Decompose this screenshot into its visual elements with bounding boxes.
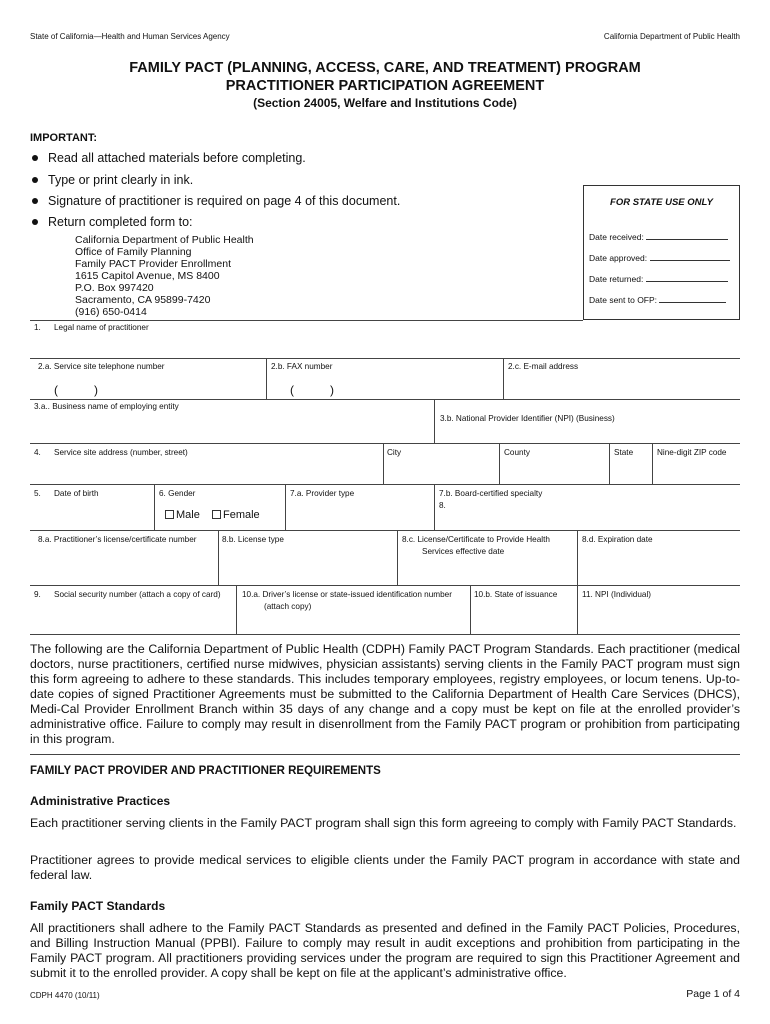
bullet-icon xyxy=(32,198,38,204)
bullet-icon xyxy=(32,219,38,225)
admin-practices-heading: Administrative Practices xyxy=(30,794,171,808)
page-citation: (Section 24005, Welfare and Institutions Code) xyxy=(253,96,517,110)
license-effective-date-field[interactable]: 8.c. License/Certificate to Provide Health xyxy=(402,535,550,544)
zip-field[interactable]: Nine-digit ZIP code xyxy=(657,448,727,457)
state-field[interactable]: State xyxy=(614,448,634,457)
license-effective-date-label-2: Services effective date xyxy=(422,547,505,556)
intro-paragraph: The following are the California Department of Public Health (CDPH) Family PACT Program Standards. Each practitioner (medical doctors, nurse practitioners, certified nurse midwives, physician assistants) serving clients in the Family PACT program must sign this form agreeing to adhere to these standards. This includes temporary employees, registry employees, or locum tenens. Up-to-date copies of signed Practitioner Agreements must be submitted to the California Department of Health Care Services (DHCS), Medi-Cal Provider Enrollment Branch within 35 days of any change and a copy must be kept on file at the enrolled provider’s administrative office. Failure to comply may result in disenrollment from the Family PACT program or prohibition from participating in this program. xyxy=(30,642,740,746)
bullet-item: Return completed form to: xyxy=(32,215,193,229)
ssn-field[interactable]: 9. Social security number (attach a copy of card) xyxy=(34,590,221,599)
return-address: California Department of Public Health Office of Family Planning Family PACT Provider Enrollment 1615 Capitol Avenue, MS 8400 P.O. Box 997420 Sacramento, CA 95899-7420 (916) 650-0414 xyxy=(75,234,254,318)
page-subtitle: PRACTITIONER PARTICIPATION AGREEMENT xyxy=(225,78,545,94)
gender-female-option[interactable]: Female xyxy=(212,509,260,521)
npi-business-field[interactable]: 3.b. National Provider Identifier (NPI) (Business) xyxy=(440,414,615,423)
city-field[interactable]: City xyxy=(387,448,402,457)
checkbox-icon[interactable] xyxy=(165,510,174,519)
form-id: CDPH 4470 (10/11) xyxy=(30,991,100,1000)
requirements-heading: FAMILY PACT PROVIDER AND PRACTITIONER REQUIREMENTS xyxy=(30,765,381,777)
state-use-box xyxy=(583,185,740,320)
date-returned-field[interactable]: Date returned: xyxy=(589,274,728,284)
license-number-field[interactable]: 8.a. Practitioner’s license/certificate number xyxy=(38,535,197,544)
bullet-item: Read all attached materials before completing. xyxy=(32,151,306,165)
standards-heading: Family PACT Standards xyxy=(30,899,166,913)
bullet-item: Type or print clearly in ink. xyxy=(32,173,193,187)
important-label: IMPORTANT: xyxy=(30,132,98,144)
page-title: FAMILY PACT (PLANNING, ACCESS, CARE, AND TREATMENT) PROGRAM xyxy=(129,60,641,76)
fax-parens: ( ) xyxy=(290,383,334,397)
agency-left: State of California—Health and Human Services Agency xyxy=(30,32,230,41)
phone-parens: ( ) xyxy=(54,383,98,397)
date-received-field[interactable]: Date received: xyxy=(589,232,728,242)
agency-right: California Department of Public Health xyxy=(603,32,740,41)
admin-paragraph-2: Practitioner agrees to provide medical services to eligible clients under the Family PACT program in accordance with state and federal law. xyxy=(30,853,740,882)
email-field[interactable]: 2.c. E-mail address xyxy=(508,362,579,371)
checkbox-icon[interactable] xyxy=(212,510,221,519)
service-site-phone-field[interactable]: 2.a. Service site telephone number xyxy=(38,362,165,371)
business-name-field[interactable]: 3.a.. Business name of employing entity xyxy=(34,402,179,411)
legal-name-field[interactable]: 1. Legal name of practitioner xyxy=(34,323,149,332)
drivers-license-note: (attach copy) xyxy=(264,602,312,611)
drivers-license-field[interactable]: 10.a. Driver’s license or state-issued identification number xyxy=(242,590,452,599)
county-field[interactable]: County xyxy=(504,448,530,457)
bullet-icon xyxy=(32,177,38,183)
service-address-field[interactable]: 4. Service site address (number, street) xyxy=(34,448,188,457)
board-specialty-field[interactable]: 7.b. Board-certified specialty xyxy=(439,489,543,498)
standards-paragraph: All practitioners shall adhere to the Family PACT Standards as presented and defined in the Family PACT Policies, Procedures, and Billing Instruction Manual (PPBI). Failure to comply may result in audit exceptions and prohibition from participating in the Family PACT program. All practitioners providing services under the program are required to sign this Practitioner Agreement and submit it to the enrolled provider. A copy shall be kept on file at the applicant’s administrative office. xyxy=(30,921,740,980)
license-type-field[interactable]: 8.b. License type xyxy=(222,535,284,544)
board-specialty-number: 8. xyxy=(439,501,446,510)
fax-field[interactable]: 2.b. FAX number xyxy=(271,362,333,371)
bullet-icon xyxy=(32,155,38,161)
page-number: Page 1 of 4 xyxy=(686,988,740,1000)
provider-type-field[interactable]: 7.a. Provider type xyxy=(290,489,355,498)
gender-label: 6. Gender xyxy=(159,489,196,498)
date-approved-field[interactable]: Date approved: xyxy=(589,253,730,263)
date-sent-ofp-field[interactable]: Date sent to OFP: xyxy=(589,295,726,305)
date-of-birth-field[interactable]: 5. Date of birth xyxy=(34,489,99,498)
admin-paragraph-1: Each practitioner serving clients in the Family PACT program shall sign this form agreeing to comply with Family PACT Standards. xyxy=(30,816,737,830)
bullet-item: Signature of practitioner is required on page 4 of this document. xyxy=(32,194,400,208)
expiration-date-field[interactable]: 8.d. Expiration date xyxy=(582,535,653,544)
state-of-issuance-field[interactable]: 10.b. State of issuance xyxy=(474,590,558,599)
gender-male-option[interactable]: Male xyxy=(165,509,200,521)
state-use-title: FOR STATE USE ONLY xyxy=(610,197,713,208)
npi-individual-field[interactable]: 11. NPI (Individual) xyxy=(582,590,652,599)
